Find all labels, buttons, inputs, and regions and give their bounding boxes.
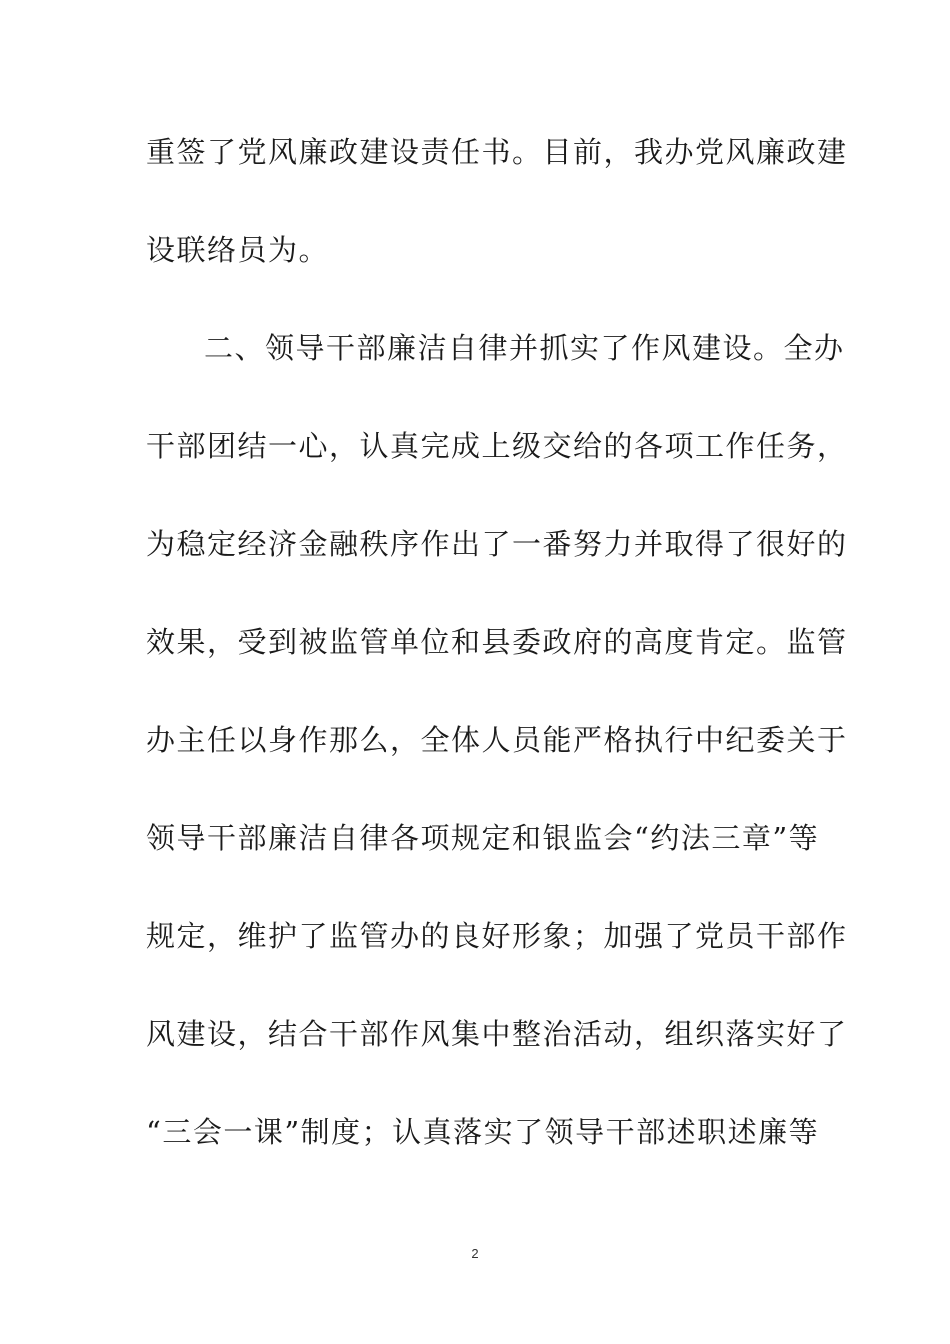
text-line-10: 风建设，结合干部作风集中整治活动，组织落实好了 (146, 1017, 848, 1051)
text-line-5: 为稳定经济金融秩序作出了一番努力并取得了很好的 (146, 527, 848, 561)
page-number: 2 (471, 1246, 479, 1261)
text-line-9: 规定，维护了监管办的良好形象；加强了党员干部作 (146, 919, 848, 953)
text-line-6: 效果，受到被监管单位和县委政府的高度肯定。监管 (146, 625, 848, 659)
text-line-1: 重签了党风廉政建设责任书。目前，我办党风廉政建 (146, 135, 848, 169)
text-line-2: 设联络员为。 (146, 233, 330, 267)
text-line-8: 领导干部廉洁自律各项规定和银监会“约法三章”等 (146, 821, 820, 855)
text-line-4: 干部团结一心，认真完成上级交给的各项工作任务， (146, 429, 848, 463)
paragraph-heading-line: 二、领导干部廉洁自律并抓实了作风建设。全办 (204, 331, 845, 365)
text-line-7: 办主任以身作那么，全体人员能严格执行中纪委关于 (146, 723, 848, 757)
text-line-11: “三会一课”制度；认真落实了领导干部述职述廉等 (146, 1115, 820, 1149)
